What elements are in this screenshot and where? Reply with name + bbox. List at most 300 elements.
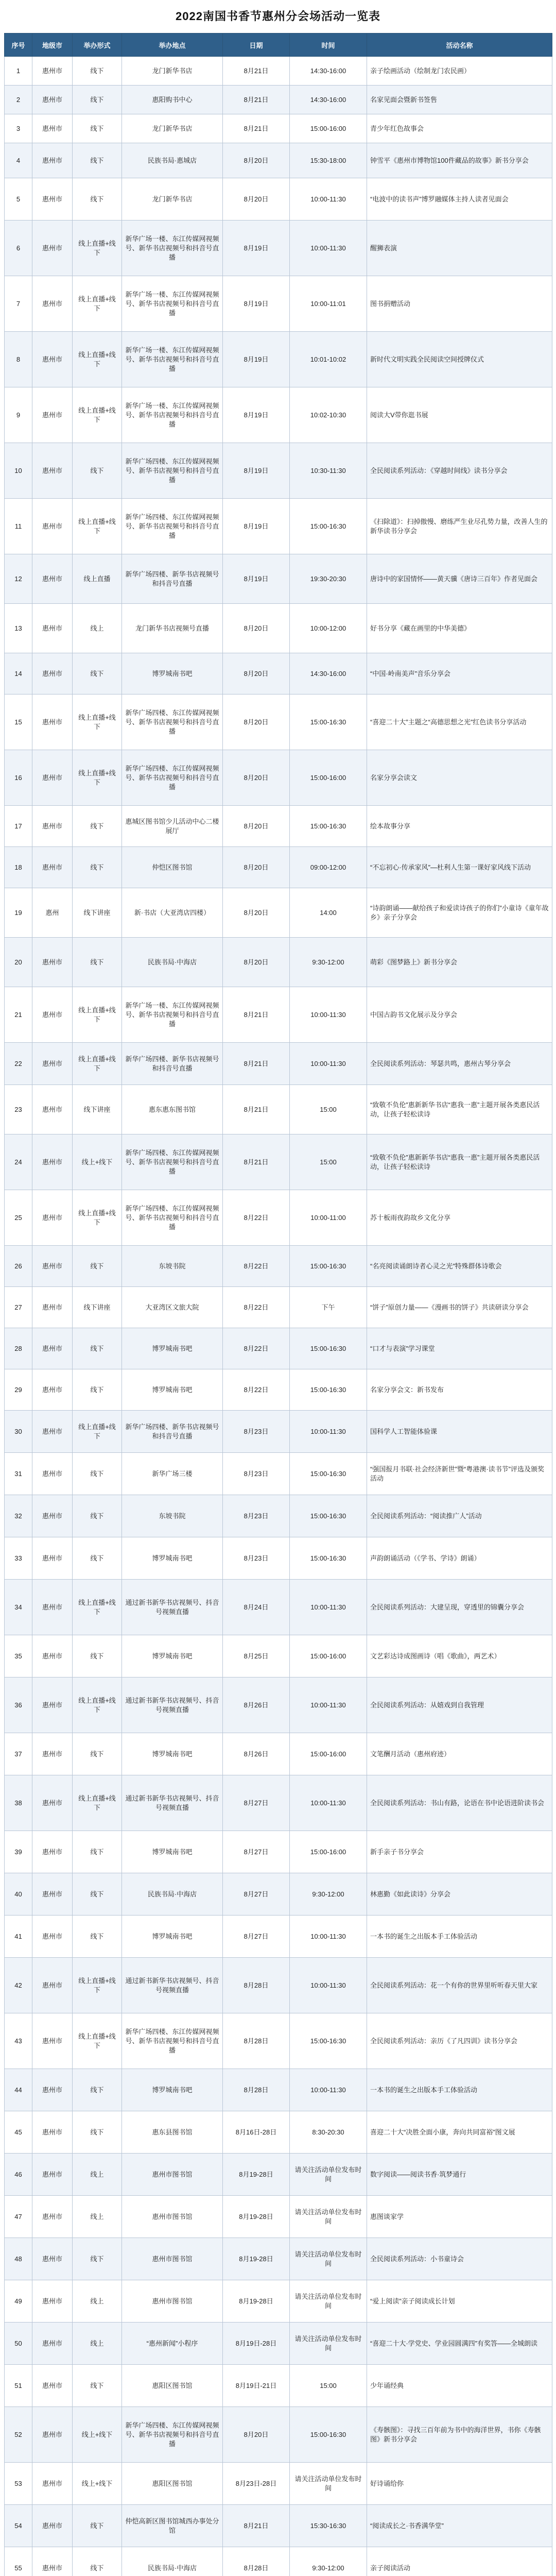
table-row <box>5 2365 552 2407</box>
cell-time: 10:00-11:30 <box>290 1411 367 1453</box>
cell-format: 线下 <box>73 57 122 86</box>
cell-activity: 一本书的诞生之出版本手工体验活动 <box>367 1916 552 1958</box>
cell-time: 9:30-12:00 <box>290 1873 367 1916</box>
cell-activity: 全民阅读系列活动：“阅读推广人”活动 <box>367 1495 552 1537</box>
cell-format: 线下讲座 <box>73 888 122 938</box>
cell-activity: 苏十板雨夜韵故乡文化分享 <box>367 1190 552 1246</box>
table-row <box>5 1733 552 1775</box>
table-row <box>5 2547 552 2576</box>
cell-date: 8月19日 <box>223 499 290 554</box>
table-row <box>5 2323 552 2365</box>
cell-format: 线下 <box>73 1916 122 1958</box>
cell-venue: 东坡书院 <box>122 1246 223 1287</box>
table-row <box>5 938 552 987</box>
table-row <box>5 2196 552 2238</box>
header-city: 地级市 <box>32 33 73 57</box>
cell-city: 惠州市 <box>32 1453 73 1495</box>
cell-city: 惠州市 <box>32 387 73 443</box>
cell-time: 10:00-11:30 <box>290 1775 367 1831</box>
cell-venue: 新·书店（大亚湾店四楼） <box>122 888 223 938</box>
cell-activity: 新手亲子书分享会 <box>367 1831 552 1873</box>
cell-venue: 仲恺区图书馆 <box>122 847 223 888</box>
table-row <box>5 1453 552 1495</box>
cell-index: 32 <box>5 1495 32 1537</box>
cell-format: 线下 <box>73 847 122 888</box>
page-title: 2022南国书香节惠州分会场活动一览表 <box>176 10 380 23</box>
table-row <box>5 1635 552 1677</box>
cell-activity: 喜迎二十大“决胜全面小康，奔向共同富裕”图文展 <box>367 2111 552 2154</box>
table-row <box>5 1495 552 1537</box>
cell-city: 惠州 <box>32 888 73 938</box>
cell-time: 15:00-16:30 <box>290 1328 367 1369</box>
table-row <box>5 1085 552 1134</box>
cell-venue: 新华广场四楼、东江传媒网视频号、新华书店视频号和抖音号直播 <box>122 2013 223 2069</box>
cell-format: 线上直播+线下 <box>73 499 122 554</box>
cell-format: 线上 <box>73 604 122 653</box>
cell-city: 惠州市 <box>32 332 73 387</box>
cell-index: 50 <box>5 2323 32 2365</box>
cell-index: 48 <box>5 2238 32 2280</box>
table-row <box>5 1580 552 1635</box>
cell-venue: 惠阳区图书馆 <box>122 2365 223 2407</box>
cell-format: 线上直播+线下 <box>73 1775 122 1831</box>
cell-activity: 全民阅读系列活动：琴瑟共鸣，惠州古琴分享会 <box>367 1043 552 1085</box>
cell-activity: 全民阅读系列活动：书山有路，论语在书中论语进阶读书会 <box>367 1775 552 1831</box>
cell-activity: 惠图谈家学 <box>367 2196 552 2238</box>
cell-index: 53 <box>5 2463 32 2505</box>
cell-format: 线上直播+线下 <box>73 1677 122 1733</box>
cell-venue: 通过新书新华书店视频号、抖音号视频直播 <box>122 1775 223 1831</box>
cell-date: 8月22日 <box>223 1328 290 1369</box>
table-row <box>5 1190 552 1246</box>
header-venue: 举办地点 <box>122 33 223 57</box>
cell-date: 8月27日 <box>223 1831 290 1873</box>
cell-city: 惠州市 <box>32 1411 73 1453</box>
cell-time: 9:30-12:00 <box>290 2547 367 2576</box>
cell-index: 39 <box>5 1831 32 1873</box>
cell-activity: “口才与表演”学习课堂 <box>367 1328 552 1369</box>
cell-city: 惠州市 <box>32 1958 73 2013</box>
cell-format: 线下 <box>73 2547 122 2576</box>
cell-index: 41 <box>5 1916 32 1958</box>
cell-venue: 博罗城南书吧 <box>122 1635 223 1677</box>
table-row <box>5 114 552 143</box>
cell-index: 12 <box>5 554 32 604</box>
cell-venue: 东坡书院 <box>122 1495 223 1537</box>
cell-date: 8月20日 <box>223 847 290 888</box>
cell-format: 线下 <box>73 2238 122 2280</box>
cell-activity: 阅读大V带你逛书展 <box>367 387 552 443</box>
cell-format: 线下 <box>73 2505 122 2547</box>
cell-time: 15:00-16:30 <box>290 1453 367 1495</box>
cell-activity: 全民阅读系列活动：花一个有你的世界里听听春天里大家 <box>367 1958 552 2013</box>
cell-index: 25 <box>5 1190 32 1246</box>
cell-date: 8月21日 <box>223 1134 290 1190</box>
cell-format: 线上直播+线下 <box>73 1043 122 1085</box>
cell-time: 10:00-11:30 <box>290 987 367 1043</box>
cell-city: 惠州市 <box>32 1733 73 1775</box>
cell-time: 请关注活动单位发布时间 <box>290 2463 367 2505</box>
cell-format: 线下 <box>73 443 122 499</box>
cell-date: 8月19-28日 <box>223 2154 290 2196</box>
cell-time: 请关注活动单位发布时间 <box>290 2196 367 2238</box>
cell-city: 惠州市 <box>32 1873 73 1916</box>
table-row <box>5 806 552 847</box>
cell-city: 惠州市 <box>32 143 73 178</box>
cell-time: 10:00-11:30 <box>290 221 367 276</box>
cell-index: 11 <box>5 499 32 554</box>
cell-venue: 民族书局·中海店 <box>122 938 223 987</box>
cell-format: 线上直播+线下 <box>73 750 122 806</box>
cell-index: 3 <box>5 114 32 143</box>
cell-date: 8月23日 <box>223 1495 290 1537</box>
cell-index: 18 <box>5 847 32 888</box>
cell-format: 线下 <box>73 1733 122 1775</box>
cell-venue: 新华广场一楼、东江传媒网视频号、新华书店视频号和抖音号直播 <box>122 276 223 332</box>
cell-venue: 博罗城南书吧 <box>122 1831 223 1873</box>
cell-format: 线下 <box>73 653 122 694</box>
table-row <box>5 1411 552 1453</box>
cell-format: 线下 <box>73 2111 122 2154</box>
table-row <box>5 694 552 750</box>
cell-venue: 龙门新华书店视频号直播 <box>122 604 223 653</box>
cell-time: 15:00-16:30 <box>290 2013 367 2069</box>
cell-index: 42 <box>5 1958 32 2013</box>
cell-index: 43 <box>5 2013 32 2069</box>
cell-activity: “喜迎二十大”主题之“高德思想之光”红色读书分享活动 <box>367 694 552 750</box>
cell-time: 15:00-16:30 <box>290 1537 367 1580</box>
cell-city: 惠州市 <box>32 2280 73 2323</box>
cell-format: 线上直播+线下 <box>73 2013 122 2069</box>
cell-format: 线下 <box>73 938 122 987</box>
cell-activity: 钟雪平《惠州市博物馆100件藏品的故事》新书分享会 <box>367 143 552 178</box>
cell-date: 8月19日 <box>223 443 290 499</box>
cell-city: 惠州市 <box>32 86 73 114</box>
cell-format: 线下 <box>73 1635 122 1677</box>
table-row <box>5 2154 552 2196</box>
cell-format: 线上 <box>73 2323 122 2365</box>
cell-city: 惠州市 <box>32 2196 73 2238</box>
cell-city: 惠州市 <box>32 1831 73 1873</box>
cell-time: 15:00-16:30 <box>290 1246 367 1287</box>
cell-time: 15:00-16:30 <box>290 1495 367 1537</box>
cell-city: 惠州市 <box>32 554 73 604</box>
cell-date: 8月22日 <box>223 1369 290 1411</box>
table-row <box>5 1775 552 1831</box>
cell-format: 线上直播+线下 <box>73 987 122 1043</box>
table-row <box>5 1328 552 1369</box>
cell-date: 8月19日-21日 <box>223 2365 290 2407</box>
table-row <box>5 653 552 694</box>
table-row <box>5 387 552 443</box>
cell-activity: 绘本故事分享 <box>367 806 552 847</box>
cell-time: 15:00 <box>290 1134 367 1190</box>
table-row <box>5 1677 552 1733</box>
cell-format: 线上直播+线下 <box>73 1411 122 1453</box>
cell-venue: 新华广场四楼、新华书店视频号和抖音号直播 <box>122 554 223 604</box>
table-row <box>5 2069 552 2111</box>
cell-date: 8月27日 <box>223 1916 290 1958</box>
cell-index: 20 <box>5 938 32 987</box>
cell-date: 8月25日 <box>223 1635 290 1677</box>
cell-format: 线上直播+线下 <box>73 221 122 276</box>
cell-time: 14:30-16:00 <box>290 57 367 86</box>
cell-activity: “诗韵朗诵——献给孩子和爱读诗孩子的你们”小童诗《童年故乡》亲子分享会 <box>367 888 552 938</box>
table-row <box>5 221 552 276</box>
cell-time: 15:00-16:00 <box>290 1635 367 1677</box>
cell-index: 36 <box>5 1677 32 1733</box>
cell-date: 8月23日 <box>223 1453 290 1495</box>
cell-time: 10:00-11:30 <box>290 1043 367 1085</box>
cell-format: 线下 <box>73 1537 122 1580</box>
cell-index: 14 <box>5 653 32 694</box>
table-row <box>5 57 552 86</box>
table-row <box>5 987 552 1043</box>
cell-format: 线上+线下 <box>73 2463 122 2505</box>
cell-activity: 文笔酬月活动（惠州府迹） <box>367 1733 552 1775</box>
cell-date: 8月23日 <box>223 1537 290 1580</box>
cell-index: 13 <box>5 604 32 653</box>
cell-venue: 通过新书新华书店视频号、抖音号视频直播 <box>122 1580 223 1635</box>
cell-index: 16 <box>5 750 32 806</box>
cell-venue: 新华广场三楼 <box>122 1453 223 1495</box>
table-row <box>5 143 552 178</box>
cell-format: 线上直播+线下 <box>73 276 122 332</box>
cell-activity: 《扫除道》：扫掉傲慢、磨练严生业尽孔势力量，改善人生的新华读书分享会 <box>367 499 552 554</box>
cell-city: 惠州市 <box>32 221 73 276</box>
cell-index: 38 <box>5 1775 32 1831</box>
cell-index: 10 <box>5 443 32 499</box>
cell-activity: 少年诵经典 <box>367 2365 552 2407</box>
cell-index: 28 <box>5 1328 32 1369</box>
cell-city: 惠州市 <box>32 1495 73 1537</box>
cell-date: 8月22日 <box>223 1287 290 1328</box>
cell-activity: “名亮阅读诵朗诗者心灵之光”特殊群体诗歌会 <box>367 1246 552 1287</box>
cell-venue: 新华广场四楼、东江传媒网视频号、新华书店视频号和抖音号直播 <box>122 1190 223 1246</box>
cell-time: 15:00-16:30 <box>290 694 367 750</box>
cell-index: 30 <box>5 1411 32 1453</box>
cell-date: 8月28日 <box>223 2069 290 2111</box>
table-row <box>5 1958 552 2013</box>
cell-time: 下午 <box>290 1287 367 1328</box>
cell-venue: 惠阳区图书馆 <box>122 2463 223 2505</box>
cell-index: 26 <box>5 1246 32 1287</box>
cell-activity: “致敬不负伦”惠新新华书店“惠我一惠”主题开展各类惠民活动，让孩子轻松读诗 <box>367 1085 552 1134</box>
cell-city: 惠州市 <box>32 1190 73 1246</box>
cell-format: 线下 <box>73 2365 122 2407</box>
cell-venue: 通过新书新华书店视频号、抖音号视频直播 <box>122 1958 223 2013</box>
cell-city: 惠州市 <box>32 2013 73 2069</box>
cell-date: 8月21日 <box>223 1085 290 1134</box>
cell-date: 8月27日 <box>223 1775 290 1831</box>
cell-date: 8月21日 <box>223 86 290 114</box>
cell-venue: 新华广场一楼、东江传媒网视频号、新华书店视频号和抖音号直播 <box>122 332 223 387</box>
cell-time: 8:30-20:30 <box>290 2111 367 2154</box>
table-row <box>5 847 552 888</box>
cell-venue: 民族书局·中海店 <box>122 1873 223 1916</box>
cell-time: 10:01-10:02 <box>290 332 367 387</box>
cell-venue: 民族书局·惠城店 <box>122 143 223 178</box>
cell-format: 线下 <box>73 86 122 114</box>
table-row <box>5 1134 552 1190</box>
cell-date: 8月19-28日 <box>223 2280 290 2323</box>
cell-venue: 惠州市图书馆 <box>122 2280 223 2323</box>
cell-city: 惠州市 <box>32 2407 73 2463</box>
cell-city: 惠州市 <box>32 443 73 499</box>
cell-time: 10:00-11:30 <box>290 1580 367 1635</box>
cell-venue: 龙门新华书店 <box>122 114 223 143</box>
cell-venue: 新华广场四楼、东江传媒网视频号、新华书店视频号和抖音号直播 <box>122 1134 223 1190</box>
cell-index: 6 <box>5 221 32 276</box>
cell-index: 8 <box>5 332 32 387</box>
cell-activity: 全民阅读系列活动：亲历《了凡四训》读书分享会 <box>367 2013 552 2069</box>
cell-time: 请关注活动单位发布时间 <box>290 2154 367 2196</box>
cell-date: 8月19-28日 <box>223 2196 290 2238</box>
cell-format: 线下 <box>73 806 122 847</box>
table-row <box>5 554 552 604</box>
table-row <box>5 178 552 221</box>
cell-date: 8月20日 <box>223 694 290 750</box>
cell-time: 10:00-11:30 <box>290 1916 367 1958</box>
header-time: 时间 <box>290 33 367 57</box>
cell-venue: 新华广场四楼、东江传媒网视频号、新华书店视频号和抖音号直播 <box>122 694 223 750</box>
table-row <box>5 2238 552 2280</box>
cell-index: 37 <box>5 1733 32 1775</box>
cell-city: 惠州市 <box>32 604 73 653</box>
cell-index: 54 <box>5 2505 32 2547</box>
cell-index: 52 <box>5 2407 32 2463</box>
cell-activity: 名家见面会暨新书签售 <box>367 86 552 114</box>
cell-format: 线上 <box>73 2196 122 2238</box>
cell-index: 44 <box>5 2069 32 2111</box>
cell-activity: “阅读成长之·书香满华堂” <box>367 2505 552 2547</box>
cell-date: 8月21日 <box>223 57 290 86</box>
cell-date: 8月20日 <box>223 750 290 806</box>
table-row <box>5 1831 552 1873</box>
cell-date: 8月20日 <box>223 806 290 847</box>
cell-city: 惠州市 <box>32 276 73 332</box>
cell-date: 8月26日 <box>223 1677 290 1733</box>
cell-time: 14:30-16:00 <box>290 86 367 114</box>
header-activity: 活动名称 <box>367 33 552 57</box>
cell-index: 1 <box>5 57 32 86</box>
cell-date: 8月22日 <box>223 1246 290 1287</box>
cell-date: 8月19日 <box>223 221 290 276</box>
cell-city: 惠州市 <box>32 806 73 847</box>
cell-index: 4 <box>5 143 32 178</box>
cell-format: 线上直播 <box>73 554 122 604</box>
cell-venue: 新华广场四楼、东江传媒网视频号、新华书店视频号和抖音号直播 <box>122 2407 223 2463</box>
cell-activity: 全民阅读系列活动：《穿越时间线》读书分享会 <box>367 443 552 499</box>
cell-date: 8月28日 <box>223 1958 290 2013</box>
cell-venue: 新华广场四楼、东江传媒网视频号、新华书店视频号和抖音号直播 <box>122 443 223 499</box>
cell-date: 8月19-28日 <box>223 2238 290 2280</box>
cell-time: 15:00-16:00 <box>290 114 367 143</box>
cell-time: 10:02-10:30 <box>290 387 367 443</box>
cell-index: 31 <box>5 1453 32 1495</box>
cell-date: 8月19日 <box>223 554 290 604</box>
cell-activity: 唐诗中的家国情怀——黄天骥《唐诗三百年》作者见面会 <box>367 554 552 604</box>
table-row <box>5 443 552 499</box>
cell-index: 51 <box>5 2365 32 2407</box>
table-row <box>5 276 552 332</box>
cell-venue: 龙门新华书店 <box>122 57 223 86</box>
cell-activity: 文艺彩达诗成图画诗（唱《歌曲》，两艺术） <box>367 1635 552 1677</box>
cell-venue: 新华广场四楼、新华书店视频号和抖音号直播 <box>122 1043 223 1085</box>
cell-city: 惠州市 <box>32 1775 73 1831</box>
cell-time: 9:30-12:00 <box>290 938 367 987</box>
cell-venue: 仲恺高新区图书馆城西办事处分馆 <box>122 2505 223 2547</box>
cell-venue: 新华广场四楼、东江传媒网视频号、新华书店视频号和抖音号直播 <box>122 750 223 806</box>
table-row <box>5 1873 552 1916</box>
cell-date: 8月27日 <box>223 1873 290 1916</box>
cell-index: 55 <box>5 2547 32 2576</box>
cell-format: 线上直播+线下 <box>73 1190 122 1246</box>
cell-index: 2 <box>5 86 32 114</box>
table-row <box>5 750 552 806</box>
table-row <box>5 1537 552 1580</box>
cell-index: 49 <box>5 2280 32 2323</box>
table-header-row <box>5 33 552 57</box>
cell-city: 惠州市 <box>32 178 73 221</box>
cell-date: 8月16日-28日 <box>223 2111 290 2154</box>
cell-format: 线下 <box>73 1453 122 1495</box>
cell-activity: “致敬不负伦”惠新新华书店“惠我一惠”主题开展各类惠民活动，让孩子轻松读诗 <box>367 1134 552 1190</box>
cell-format: 线上直播+线下 <box>73 332 122 387</box>
cell-city: 惠州市 <box>32 1287 73 1328</box>
cell-time: 10:00-11:30 <box>290 1958 367 2013</box>
cell-city: 惠州市 <box>32 57 73 86</box>
cell-city: 惠州市 <box>32 1246 73 1287</box>
cell-time: 15:00-16:00 <box>290 750 367 806</box>
cell-index: 5 <box>5 178 32 221</box>
cell-format: 线下讲座 <box>73 1085 122 1134</box>
cell-date: 8月20日 <box>223 938 290 987</box>
cell-index: 24 <box>5 1134 32 1190</box>
cell-index: 47 <box>5 2196 32 2238</box>
table-row <box>5 2407 552 2463</box>
cell-city: 惠州市 <box>32 750 73 806</box>
table-row <box>5 604 552 653</box>
cell-date: 8月20日 <box>223 653 290 694</box>
cell-format: 线下 <box>73 2069 122 2111</box>
cell-format: 线下 <box>73 1495 122 1537</box>
cell-time: 15:00-16:00 <box>290 1733 367 1775</box>
cell-time: 15:00-16:30 <box>290 1369 367 1411</box>
cell-format: 线上+线下 <box>73 1134 122 1190</box>
header-format: 举办形式 <box>73 33 122 57</box>
cell-city: 惠州市 <box>32 2154 73 2196</box>
cell-city: 惠州市 <box>32 499 73 554</box>
cell-venue: 惠州市图书馆 <box>122 2196 223 2238</box>
cell-index: 34 <box>5 1580 32 1635</box>
header-index: 序号 <box>5 33 32 57</box>
cell-format: 线上 <box>73 2154 122 2196</box>
cell-time: 14:30-16:00 <box>290 653 367 694</box>
cell-activity: 《寿骸图》：寻找三百年前为书中的海洋世界，书你《寿骸图》新书分享会 <box>367 2407 552 2463</box>
cell-city: 惠州市 <box>32 2069 73 2111</box>
cell-date: 8月20日 <box>223 888 290 938</box>
table-row <box>5 2111 552 2154</box>
cell-venue: 博罗城南书吧 <box>122 1537 223 1580</box>
cell-venue: 惠东县图书馆 <box>122 2111 223 2154</box>
activity-table <box>4 33 552 2576</box>
cell-city: 惠州市 <box>32 1635 73 1677</box>
cell-date: 8月19日 <box>223 332 290 387</box>
cell-city: 惠州市 <box>32 987 73 1043</box>
cell-venue: 新华广场一楼、东江传媒网视频号、新华书店视频号和抖音号直播 <box>122 221 223 276</box>
cell-city: 惠州市 <box>32 2323 73 2365</box>
